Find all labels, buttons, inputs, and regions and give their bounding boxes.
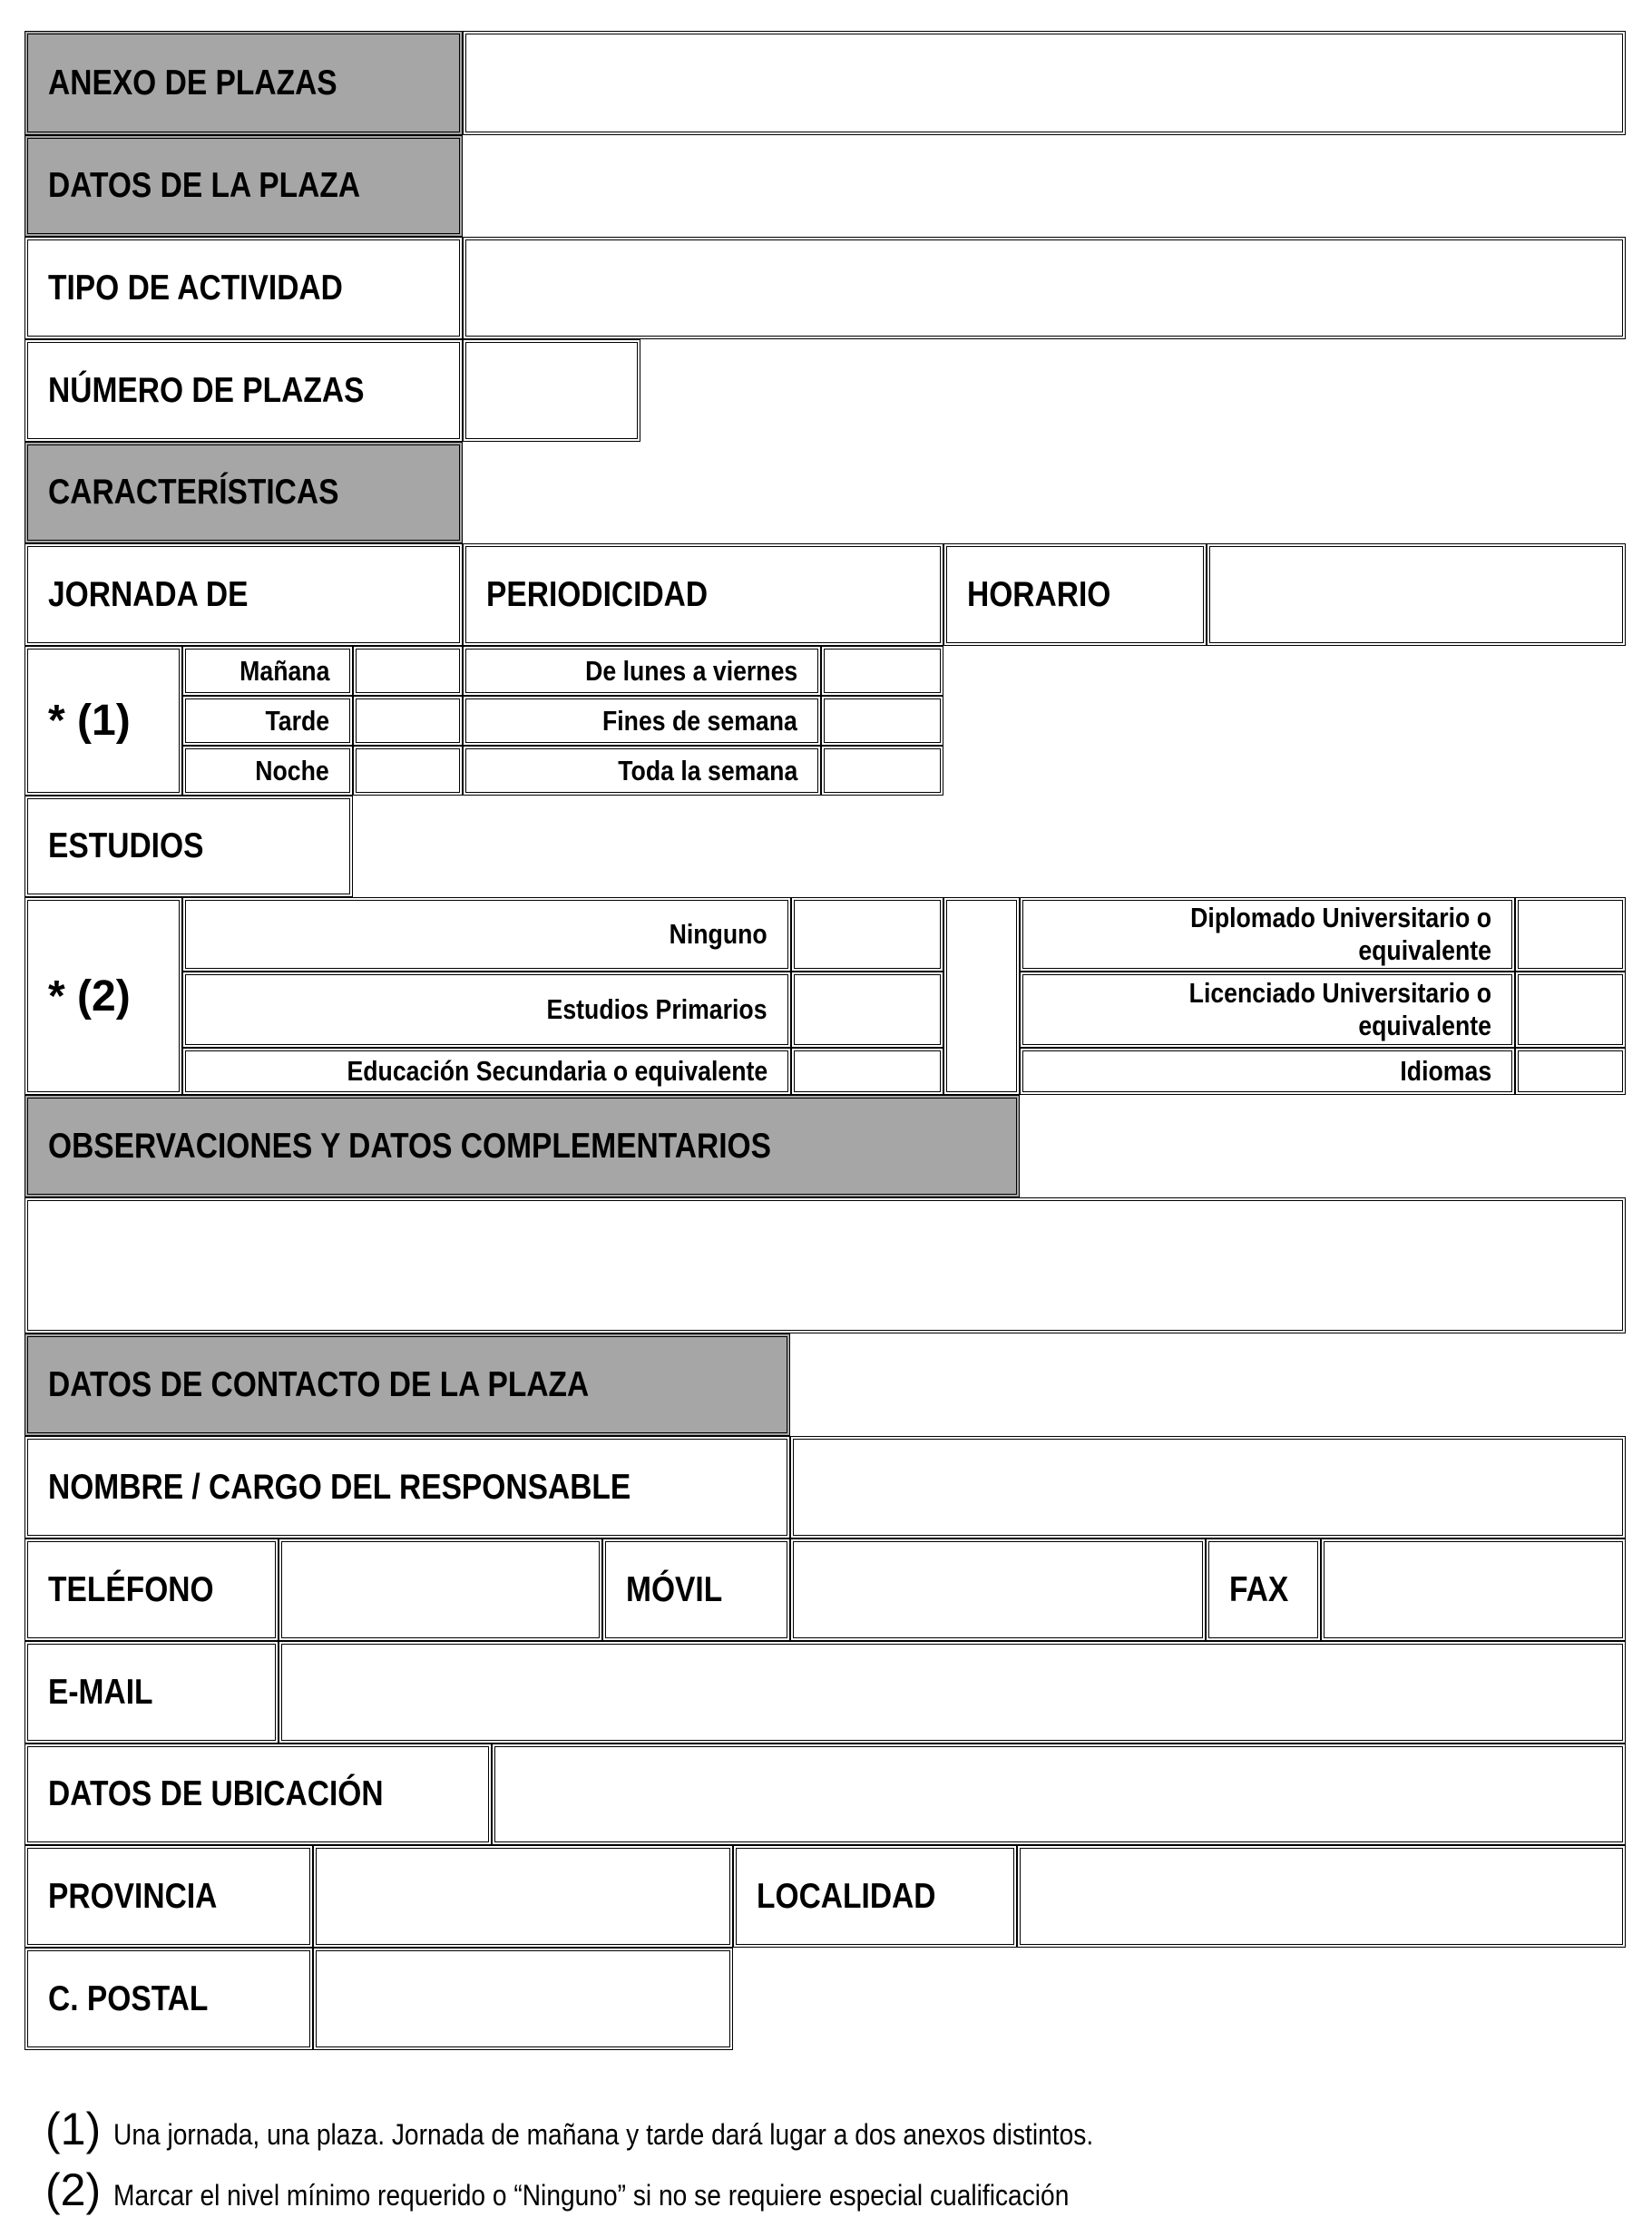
option-tarde-checkbox[interactable] [353, 696, 463, 746]
email-field[interactable] [279, 1641, 1626, 1744]
estudios-licenciado-checkbox[interactable] [1515, 972, 1626, 1048]
footnote-1 [45, 2103, 1227, 2155]
anexo-de-plazas-label: ANEXO DE PLAZAS [24, 31, 463, 135]
fax-field[interactable] [1321, 1538, 1626, 1641]
horario-field[interactable] [1207, 543, 1626, 646]
option-noche-label: Noche [182, 746, 353, 796]
option-fines-semana-label: Fines de semana [463, 696, 821, 746]
footnote-1-text: Una jornada, una plaza. Jornada de mañana y tarde dará lugar a dos anexos distintos. [113, 2118, 1094, 2151]
datos-de-la-plaza-label: DATOS DE LA PLAZA [24, 135, 463, 237]
localidad-label: LOCALIDAD [733, 1845, 1017, 1948]
observaciones-label: OBSERVACIONES Y DATOS COMPLEMENTARIOS [24, 1095, 1020, 1197]
jornada-de-label: JORNADA DE [24, 543, 463, 646]
estudios-idiomas-label: Idiomas [1020, 1048, 1515, 1095]
option-fines-semana-checkbox[interactable] [821, 696, 943, 746]
c-postal-field[interactable] [313, 1948, 733, 2050]
footnote-2-text: Marcar el nivel mínimo requerido o “Ninguno” si no se requiere especial cualificación [113, 2179, 1070, 2212]
estudios-spacer [943, 897, 1020, 1095]
localidad-field[interactable] [1017, 1845, 1626, 1948]
estudios-secundaria-checkbox[interactable] [791, 1048, 943, 1095]
note2-marker: * (2) [24, 897, 182, 1095]
c-postal-label: C. POSTAL [24, 1948, 313, 2050]
provincia-field[interactable] [313, 1845, 733, 1948]
tipo-de-actividad-field[interactable] [463, 237, 1626, 339]
provincia-label: PROVINCIA [24, 1845, 313, 1948]
observaciones-field[interactable] [24, 1197, 1626, 1333]
estudios-secundaria-label: Educación Secundaria o equivalente [182, 1048, 791, 1095]
option-manana-checkbox[interactable] [353, 646, 463, 696]
tipo-de-actividad-label: TIPO DE ACTIVIDAD [24, 237, 463, 339]
option-toda-semana-checkbox[interactable] [821, 746, 943, 796]
footnote-1-marker: (1) [45, 2104, 102, 2154]
estudios-diplomado-checkbox[interactable] [1515, 897, 1626, 972]
nombre-cargo-field[interactable] [790, 1436, 1626, 1538]
estudios-licenciado-label: Licenciado Universitario o equivalente [1020, 972, 1515, 1048]
numero-de-plazas-field[interactable] [463, 339, 640, 442]
datos-contacto-label: DATOS DE CONTACTO DE LA PLAZA [24, 1333, 790, 1436]
estudios-ninguno-label: Ninguno [182, 897, 791, 972]
datos-ubicacion-field[interactable] [492, 1744, 1626, 1845]
option-manana-label: Mañana [182, 646, 353, 696]
caracteristicas-label: CARACTERÍSTICAS [24, 442, 463, 543]
option-noche-checkbox[interactable] [353, 746, 463, 796]
note1-marker: * (1) [24, 646, 182, 796]
option-tarde-label: Tarde [182, 696, 353, 746]
email-label: E-MAIL [24, 1641, 279, 1744]
estudios-primarios-label: Estudios Primarios [182, 972, 791, 1048]
numero-de-plazas-label: NÚMERO DE PLAZAS [24, 339, 463, 442]
movil-label: MÓVIL [602, 1538, 790, 1641]
estudios-ninguno-checkbox[interactable] [791, 897, 943, 972]
footnote-2-marker: (2) [45, 2164, 102, 2215]
fax-label: FAX [1206, 1538, 1321, 1641]
estudios-primarios-checkbox[interactable] [791, 972, 943, 1048]
estudios-label: ESTUDIOS [24, 796, 353, 897]
telefono-field[interactable] [279, 1538, 602, 1641]
option-toda-semana-label: Toda la semana [463, 746, 821, 796]
movil-field[interactable] [790, 1538, 1206, 1641]
periodicidad-label: PERIODICIDAD [463, 543, 943, 646]
option-lunes-viernes-checkbox[interactable] [821, 646, 943, 696]
estudios-diplomado-label: Diplomado Universitario o equivalente [1020, 897, 1515, 972]
option-lunes-viernes-label: De lunes a viernes [463, 646, 821, 696]
estudios-idiomas-checkbox[interactable] [1515, 1048, 1626, 1095]
telefono-label: TELÉFONO [24, 1538, 279, 1641]
horario-label: HORARIO [943, 543, 1207, 646]
anexo-de-plazas-field[interactable] [463, 31, 1626, 135]
footnote-2 [45, 2164, 1199, 2216]
datos-ubicacion-label: DATOS DE UBICACIÓN [24, 1744, 492, 1845]
nombre-cargo-label: NOMBRE / CARGO DEL RESPONSABLE [24, 1436, 790, 1538]
